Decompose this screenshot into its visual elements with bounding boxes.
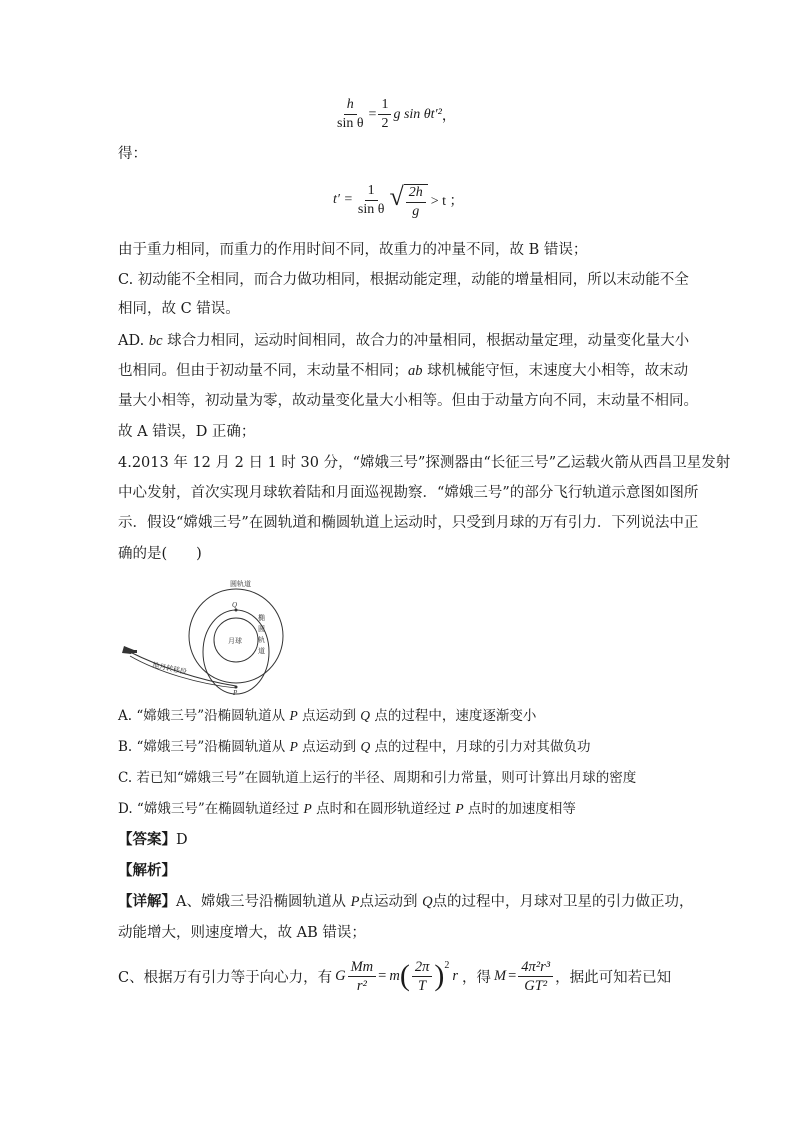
text-span: 点时的加速度相等 <box>463 801 576 817</box>
answer-line <box>118 830 188 850</box>
option-c: C. 若已知“嫦娥三号”在圆轨道上运行的半径、周期和引力常量，则可计算出月球的密度 <box>118 770 637 786</box>
paragraph-line: C. 初动能不全相同，而合力做功相同，根据动能定理，动能的增量相同，所以末动能不全 <box>118 272 689 288</box>
paragraph-line: 相同，故 C 错误。 <box>118 301 240 317</box>
italic-variable: Q <box>360 739 371 754</box>
italic-variable: P <box>289 739 298 754</box>
text-span: AD. <box>118 333 149 349</box>
question-line: 确的是( ) <box>118 546 202 562</box>
denominator: g <box>412 204 420 219</box>
numerator: Mm <box>348 959 377 977</box>
mass-m: m <box>389 967 400 984</box>
text-span: 点运动到 <box>359 894 423 910</box>
punctuation: ， <box>441 108 456 124</box>
text-span: 点的过程中，速度逐渐变小 <box>370 708 537 724</box>
equation-1 <box>332 97 456 132</box>
text-span: A. “嫦娥三号”沿椭圆轨道从 <box>118 708 290 724</box>
text-span: 点的过程中，月球的引力对其做负功 <box>370 739 591 755</box>
option-a <box>118 706 536 726</box>
denominator: T <box>418 977 427 994</box>
denominator: sin θ <box>337 116 364 131</box>
rhs-expression: g sin θt′² <box>393 106 442 122</box>
transfer-label: 地月转移段 <box>151 661 188 677</box>
numerator: 1 <box>378 97 391 115</box>
detail-line-1 <box>118 892 694 912</box>
detail-line-3 <box>118 958 671 994</box>
text-span: 球合力相同，运动时间相同，故合力的冲量相同，根据动量定理，动量变化量大小 <box>162 333 690 349</box>
equals-sign: = <box>508 967 517 984</box>
text-span: ，得 <box>461 969 491 986</box>
italic-variable: P <box>455 801 464 816</box>
paragraph-line <box>118 361 688 381</box>
text-span: 点运动到 <box>297 708 361 724</box>
numerator: 2π <box>412 959 433 977</box>
denominator: GT² <box>524 977 548 994</box>
analysis-label: 【解析】 <box>118 862 176 879</box>
italic-variable: Q <box>360 708 371 723</box>
equation-2 <box>333 180 464 220</box>
fraction-one-half <box>378 97 391 132</box>
paragraph-line: 故 A 错误，D 正确； <box>118 424 256 440</box>
question-line: 中心发射，首次实现月球软着陆和月面巡视勘察．“嫦娥三号”的部分飞行轨道示意图如图所 <box>118 485 699 501</box>
square-root <box>389 180 427 220</box>
text-span: B. “嫦娥三号”沿椭圆轨道从 <box>118 739 290 755</box>
exponent-2: 2 <box>444 960 450 971</box>
denominator: sin θ <box>357 201 385 217</box>
radical-sign-icon: √ <box>389 182 404 211</box>
text-span: D. “嫦娥三号”在椭圆轨道经过 <box>118 801 304 817</box>
mass-m-capital: M <box>493 967 507 984</box>
numerator: 4π²r³ <box>518 959 553 977</box>
option-b <box>118 737 591 757</box>
gravity-constant-g: G <box>335 967 346 984</box>
italic-variable: bc <box>148 333 163 349</box>
spacecraft-icon <box>122 646 137 654</box>
text-span: 也相同。但由于初动量不同，末动量不相同； <box>118 363 408 379</box>
detail-label: 【详解】 <box>118 893 176 910</box>
answer-label: 【答案】 <box>118 831 176 848</box>
orbit-diagram <box>118 574 308 696</box>
detail-line-2: 动能增大，则速度增大，故 AB 错误； <box>118 925 366 941</box>
paragraph-line: 量大小相等，初动量为零，故动量变化量大小相等。但由于动量方向不同，末动量不相同。 <box>118 393 698 409</box>
question-line: 示．假设“嫦娥三号”在圆轨道和椭圆轨道上运动时，只受到月球的万有引力．下列说法中正 <box>118 515 699 531</box>
radius-r: r <box>452 967 458 984</box>
denominator: 2 <box>381 116 389 131</box>
italic-variable: ab <box>408 363 423 379</box>
paragraph-line <box>118 331 689 351</box>
ellipse-orbit-char-4: 道 <box>258 647 265 655</box>
fraction-2h-over-g <box>406 185 426 220</box>
text-span: 点的过程中，月球对卫星的引力做正功， <box>432 894 694 910</box>
numerator: 2h <box>406 185 426 203</box>
option-d <box>118 799 576 819</box>
italic-variable: P <box>289 708 298 723</box>
fraction-2pi-over-t <box>412 959 433 994</box>
text-span: A、嫦娥三号沿椭圆轨道从 <box>176 894 351 910</box>
equals-sign: = <box>368 106 377 122</box>
point-q-label: Q <box>232 601 238 609</box>
fraction-one-over-sin <box>355 183 388 218</box>
circle-orbit-label: 圆轨道 <box>230 580 251 588</box>
text-span: 点时和在圆形轨道经过 <box>311 801 456 817</box>
numerator: h <box>344 97 357 115</box>
lhs-expression: t′ = <box>333 192 353 207</box>
ellipse-orbit-char-1: 椭 <box>258 614 265 622</box>
italic-variable: P <box>350 894 360 910</box>
denominator: r² <box>356 977 367 994</box>
text-span: C、根据万有引力等于向心力，有 <box>118 969 333 986</box>
point-p-label: P <box>233 689 238 696</box>
right-paren: ) <box>434 959 445 992</box>
inequality-tail: > t ； <box>430 194 464 209</box>
ellipse-orbit-char-2: 圆 <box>258 625 265 633</box>
answer-value: D <box>176 832 188 848</box>
text-span: 球机械能守恒，末速度大小相等，故末动 <box>422 363 689 379</box>
italic-variable: P <box>303 801 312 816</box>
left-paren: ( <box>399 959 410 992</box>
paragraph-line: 由于重力相同，而重力的作用时间不同，故重力的冲量不同，故 B 错误； <box>118 242 588 258</box>
ellipse-orbit-char-3: 轨 <box>258 636 265 644</box>
question-line: 4.2013 年 12 月 2 日 1 时 30 分，“嫦娥三号”探测器由“长征三号”乙运载火箭从西昌卫星发射 <box>118 455 731 471</box>
italic-variable: Q <box>422 894 433 910</box>
fraction-mass-formula <box>518 959 553 994</box>
text-span: ，据此可知若已知 <box>555 969 672 986</box>
fraction-h-over-sin <box>334 97 367 132</box>
numerator: 1 <box>365 183 378 201</box>
de-label: 得： <box>118 146 147 162</box>
text-span: 点运动到 <box>297 739 361 755</box>
moon-label: 月球 <box>228 637 242 645</box>
equals-sign: = <box>378 967 387 984</box>
fraction-mm-over-r2 <box>348 959 377 994</box>
radicand <box>404 184 428 220</box>
